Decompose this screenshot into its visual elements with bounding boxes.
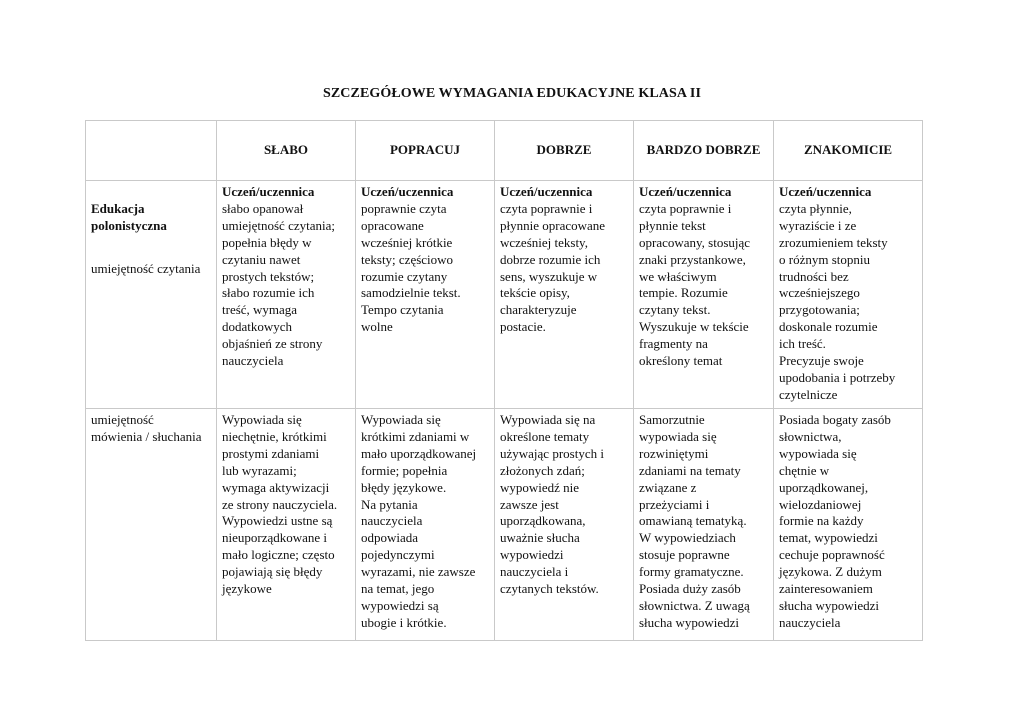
cell-text: Samorzutnie wypowiada się rozwiniętymi zdaniami na tematy związane z przeżyciami i omawianą tematyką. W wypowiedziach stosuje poprawne formy gramatyczne. Posiada duży zasób słownictwa. Z uwagą słucha wypowiedzi (639, 412, 750, 630)
table-cell (774, 181, 923, 409)
header-popracuj: POPRACUJ (356, 121, 495, 181)
cell-text: czyta poprawnie i płynnie tekst opracowany, stosując znaki przystankowe, we właściwym tempie. Rozumie czytany tekst. Wyszukuje w tekście fragmenty na określony temat (639, 200, 751, 369)
table-row (86, 409, 923, 641)
header-empty-cell (86, 121, 217, 181)
cell-heading: Uczeń/uczennica (361, 184, 454, 199)
cell-text: Wypowiada się niechętnie, krótkimi prostymi zdaniami lub wyrazami; wymaga aktywizacji ze strony nauczyciela. Wypowiedzi ustne są nieuporządkowane i mało logiczne; często pojawiają się błędy językowe (222, 412, 338, 597)
skill-label: umiejętność mówienia / słuchania (91, 412, 202, 444)
cell-heading: Uczeń/uczennica (779, 184, 872, 199)
row-label-cell (86, 181, 217, 409)
header-dobrze: DOBRZE (495, 121, 634, 181)
row-label-cell (86, 409, 217, 641)
cell-text: Wypowiada się na określone tematy używając prostych i złożonych zdań; wypowiedź nie zawsze jest uporządkowana, uważnie słucha wypowiedzi nauczyciela i czytanych tekstów. (500, 412, 604, 597)
header-slabo: SŁABO (217, 121, 356, 181)
table-cell (495, 181, 634, 409)
cell-heading: Uczeń/uczennica (222, 184, 315, 199)
table-row (86, 181, 923, 409)
header-znakomicie: ZNAKOMICIE (774, 121, 923, 181)
table-cell (356, 181, 495, 409)
table-cell (634, 409, 774, 641)
cell-text: czyta płynnie, wyraziście i ze zrozumieniem teksty o różnym stopniu trudności bez wcześniejszego przygotowania; doskonale rozumie ich treść. Precyzuje swoje upodobania i potrzeby czytelnicze (779, 200, 896, 402)
cell-text: czyta poprawnie i płynnie opracowane wcześniej teksty, dobrze rozumie ich sens, wyszukuje w tekście opisy, charakteryzuje postacie. (500, 200, 606, 335)
skill-label: umiejętność czytania (91, 260, 201, 276)
document-title: SZCZEGÓŁOWE WYMAGANIA EDUKACYJNE KLASA II (322, 86, 702, 101)
cell-text: poprawnie czyta opracowane wcześniej krótkie teksty; częściowo rozumie czytany samodzielnie tekst. Tempo czytania wolne (361, 200, 461, 335)
table-cell (217, 181, 356, 409)
header-bardzo-dobrze: BARDZO DOBRZE (634, 121, 774, 181)
cell-text: Wypowiada się krótkimi zdaniami w mało uporządkowanej formie; popełnia błędy językowe. Na pytania nauczyciela odpowiada pojedynczymi wyrazami, nie zawsze na temat, jego wypowiedzi są ubogie i krótkie. (361, 412, 477, 630)
cell-heading: Uczeń/uczennica (500, 184, 593, 199)
requirements-table (85, 120, 923, 641)
cell-heading: Uczeń/uczennica (639, 184, 732, 199)
table-cell (774, 409, 923, 641)
cell-text: słabo opanował umiejętność czytania; popełnia błędy w czytaniu nawet prostych tekstów; słabo rozumie ich treść, wymaga dodatkowych objaśnień ze strony nauczyciela (222, 200, 335, 369)
table-cell (217, 409, 356, 641)
table-cell (634, 181, 774, 409)
table-cell (356, 409, 495, 641)
cell-text: Posiada bogaty zasób słownictwa, wypowiada się chętnie w uporządkowanej, wielozdaniowej formie na każdy temat, wypowiedzi cechuje poprawność językowa. Z dużym zainteresowaniem słucha wypowiedzi nauczyciela (779, 412, 891, 630)
table-cell (495, 409, 634, 641)
category-title: Edukacja polonistyczna (91, 201, 167, 233)
table-header-row (86, 121, 923, 181)
